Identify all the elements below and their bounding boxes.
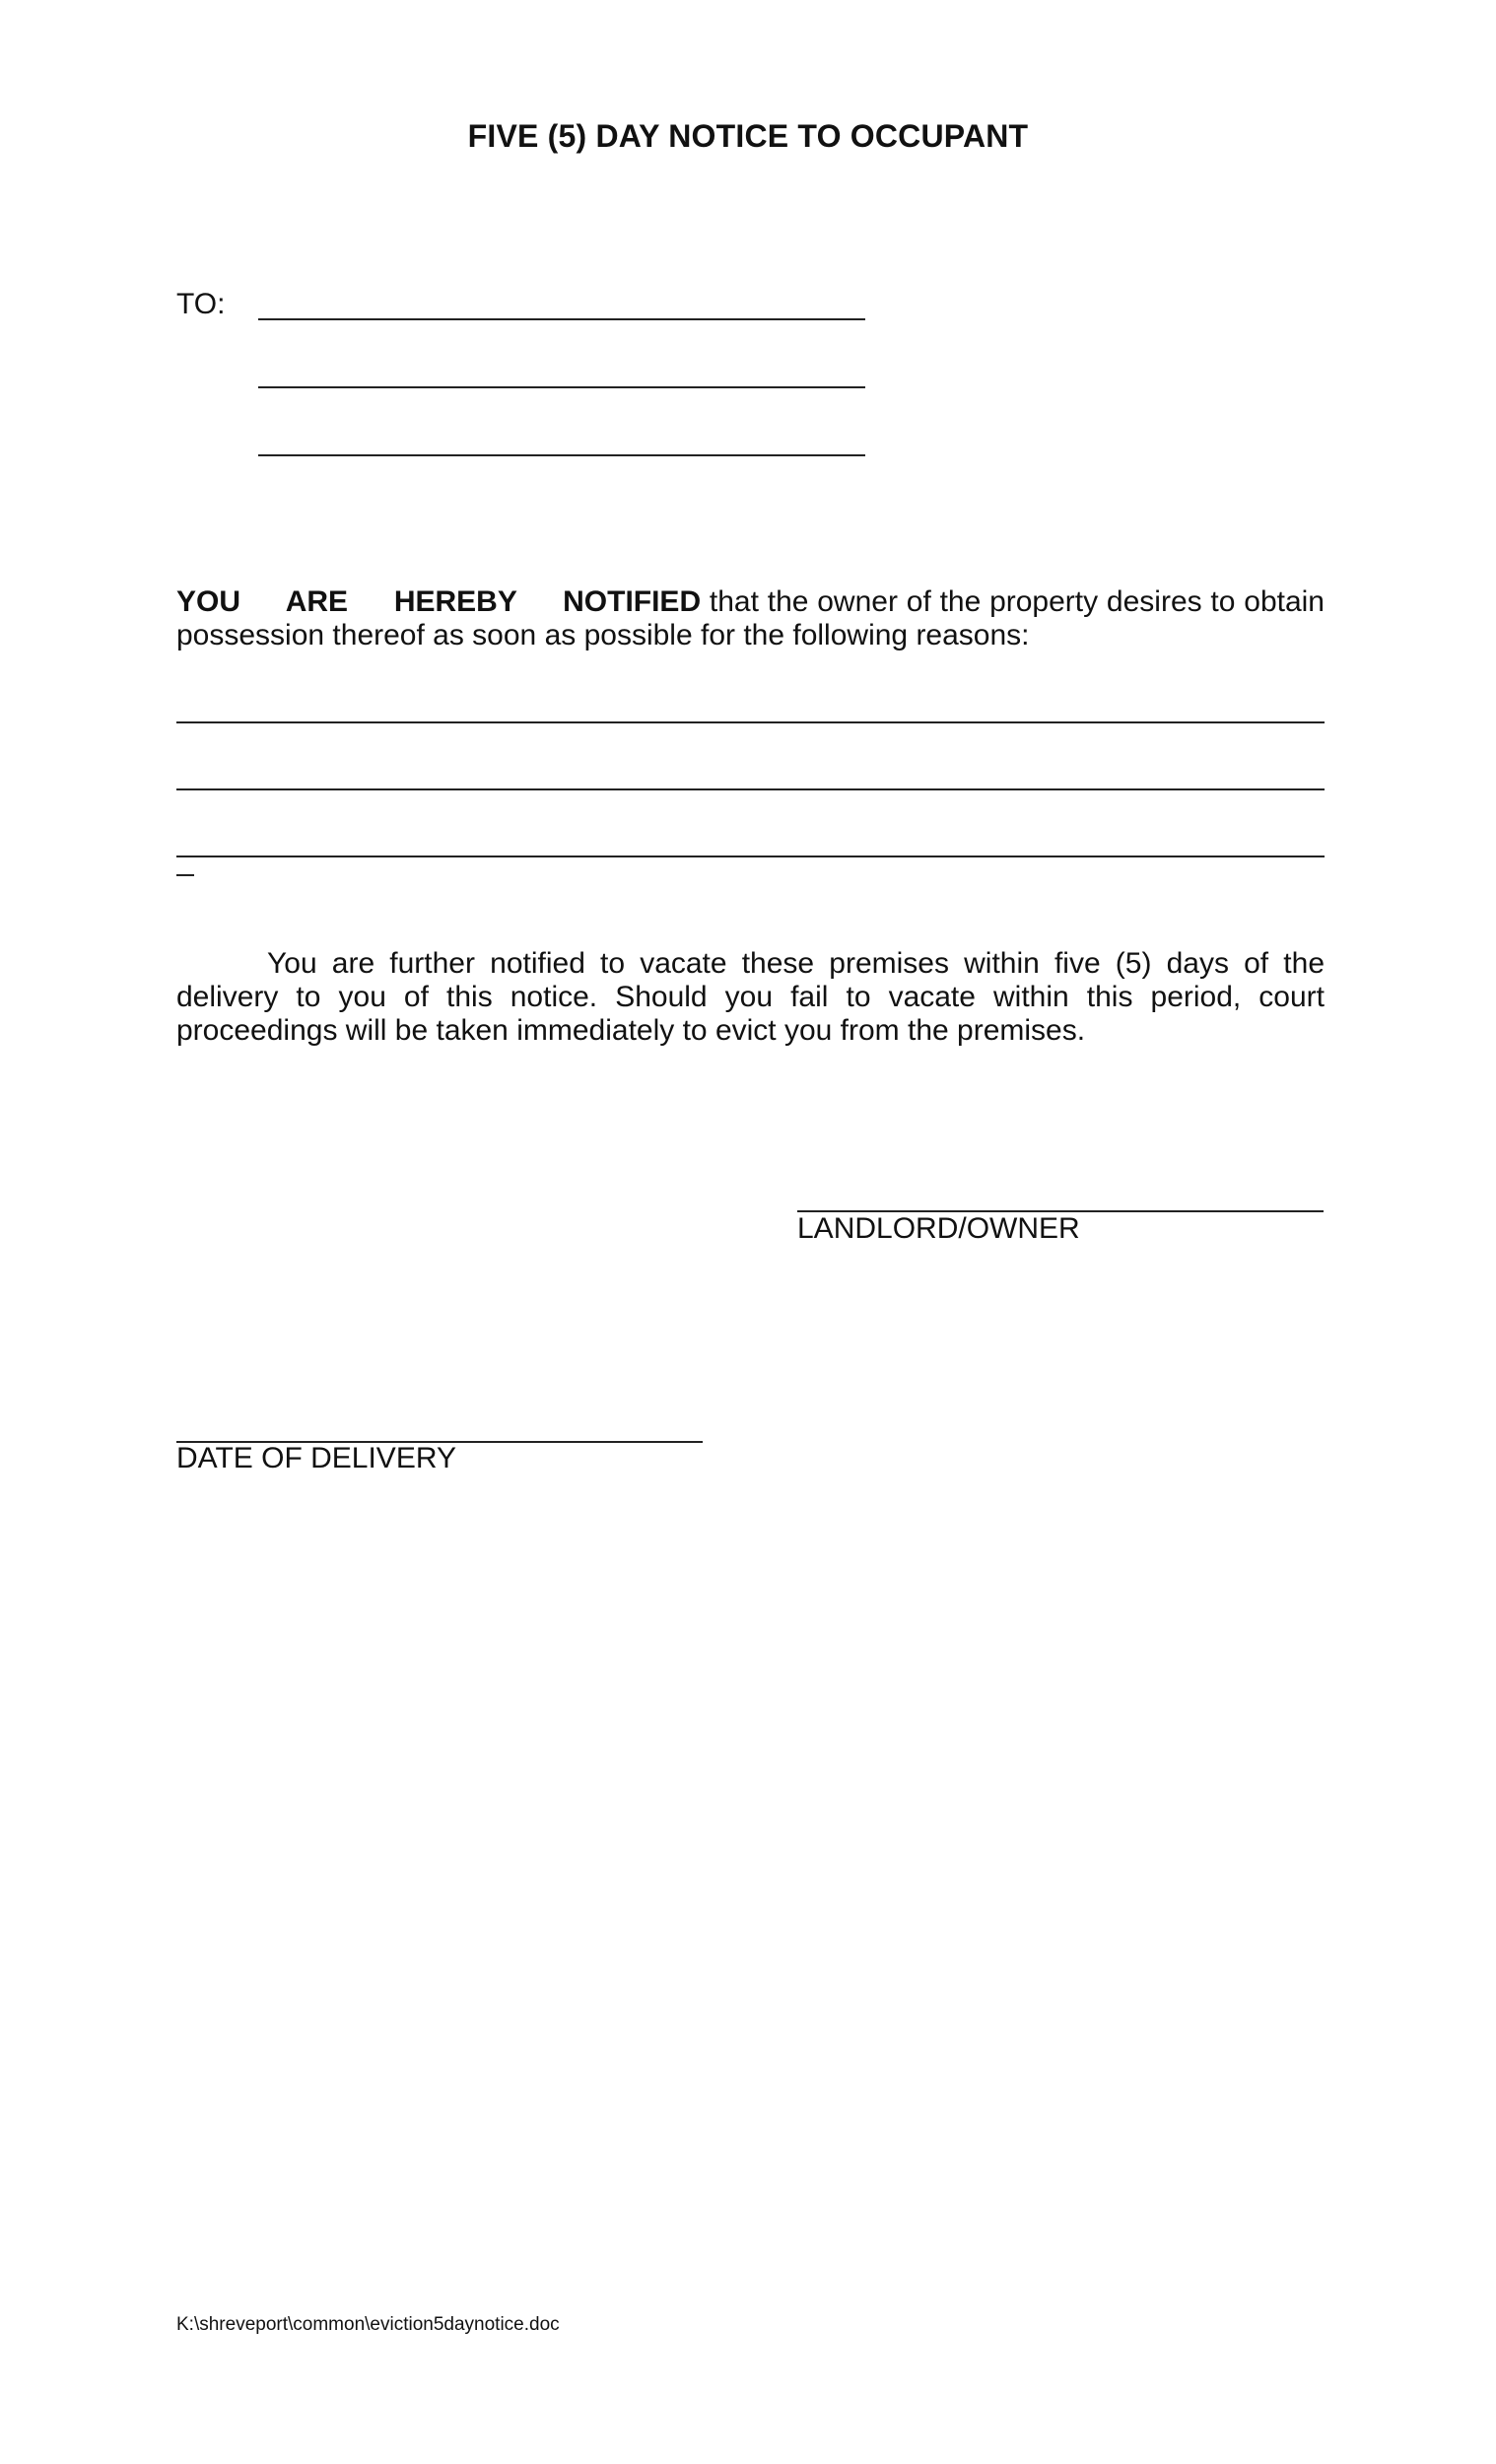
footer-file-path: K:\shreveport\common\eviction5daynotice.doc — [176, 2314, 560, 2335]
reason-trailing-underscore — [176, 874, 194, 876]
reason-blank-line-3 — [176, 856, 1325, 857]
to-blank-line-1 — [258, 318, 865, 320]
reason-blank-line-2 — [176, 788, 1325, 790]
to-label: TO: — [176, 288, 226, 320]
vacate-notice-paragraph: You are further notified to vacate these premises within five (5) days of the delivery to you of this notice. Should you fail to vacate within this period, court proceedings will be taken immediately to evict you from the premises. — [176, 947, 1325, 1047]
notice-paragraph — [176, 585, 1325, 652]
notice-lead: YOU ARE HEREBY NOTIFIED — [176, 585, 702, 618]
to-blank-line-2 — [258, 386, 865, 388]
delivery-date-label: DATE OF DELIVERY — [176, 1442, 456, 1474]
notice-text: that the owner of the property desires to obtain possession thereof as soon as possible for the following reasons: — [176, 585, 1325, 651]
page-title: FIVE (5) DAY NOTICE TO OCCUPANT — [467, 118, 1029, 154]
to-blank-line-3 — [258, 454, 865, 456]
reason-blank-line-1 — [176, 721, 1325, 723]
landlord-label: LANDLORD/OWNER — [797, 1212, 1080, 1245]
